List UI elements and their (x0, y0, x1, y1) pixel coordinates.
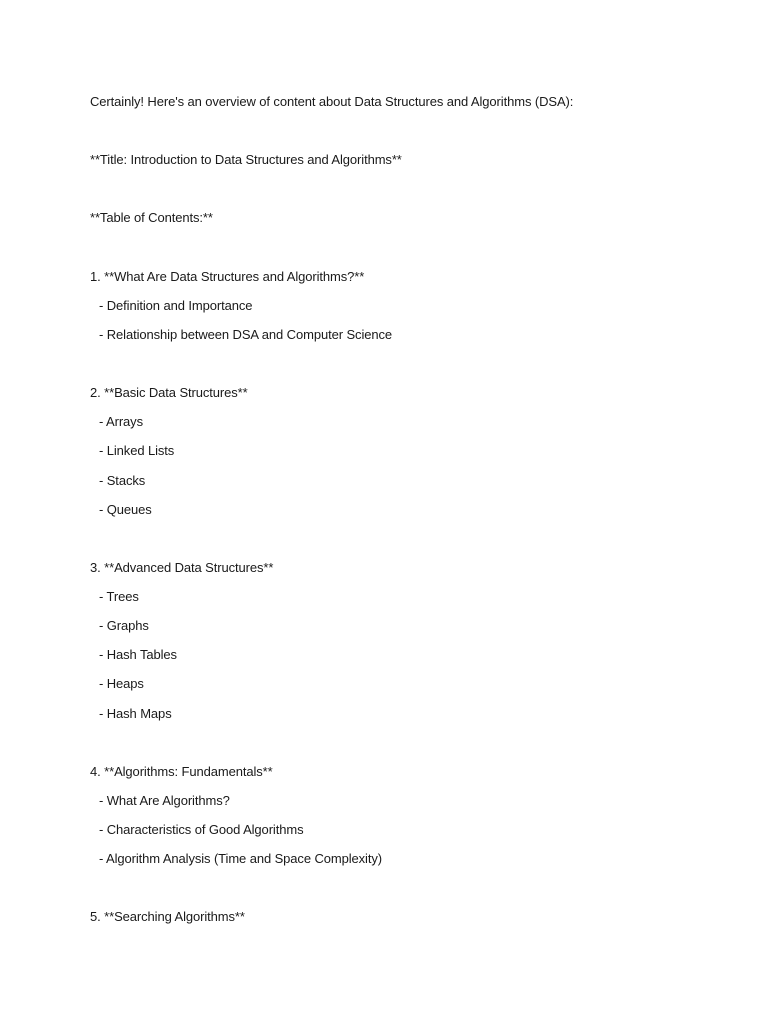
section-heading: 4. **Algorithms: Fundamentals** (90, 764, 273, 779)
list-item: - What Are Algorithms? (99, 793, 230, 808)
list-item: - Trees (99, 589, 139, 604)
list-item: - Graphs (99, 618, 149, 633)
list-item: - Relationship between DSA and Computer Science (99, 327, 393, 342)
document-title: **Title: Introduction to Data Structures and Algorithms** (90, 152, 402, 167)
toc-heading: **Table of Contents:** (90, 210, 213, 225)
section-heading: 1. **What Are Data Structures and Algorithms?** (90, 269, 365, 284)
section-heading: 5. **Searching Algorithms** (90, 909, 245, 924)
list-item: - Hash Maps (99, 706, 172, 721)
list-item: - Hash Tables (99, 647, 177, 662)
list-item: - Definition and Importance (99, 298, 253, 313)
list-item: - Linked Lists (99, 443, 175, 458)
list-item: - Stacks (99, 473, 146, 488)
section-heading: 2. **Basic Data Structures** (90, 385, 248, 400)
section-heading: 3. **Advanced Data Structures** (90, 560, 274, 575)
intro-text: Certainly! Here's an overview of content about Data Structures and Algorithms (DSA): (90, 94, 574, 109)
list-item: - Characteristics of Good Algorithms (99, 822, 304, 837)
list-item: - Arrays (99, 414, 143, 429)
list-item: - Algorithm Analysis (Time and Space Complexity) (99, 851, 382, 866)
list-item: - Queues (99, 502, 152, 517)
list-item: - Heaps (99, 676, 144, 691)
